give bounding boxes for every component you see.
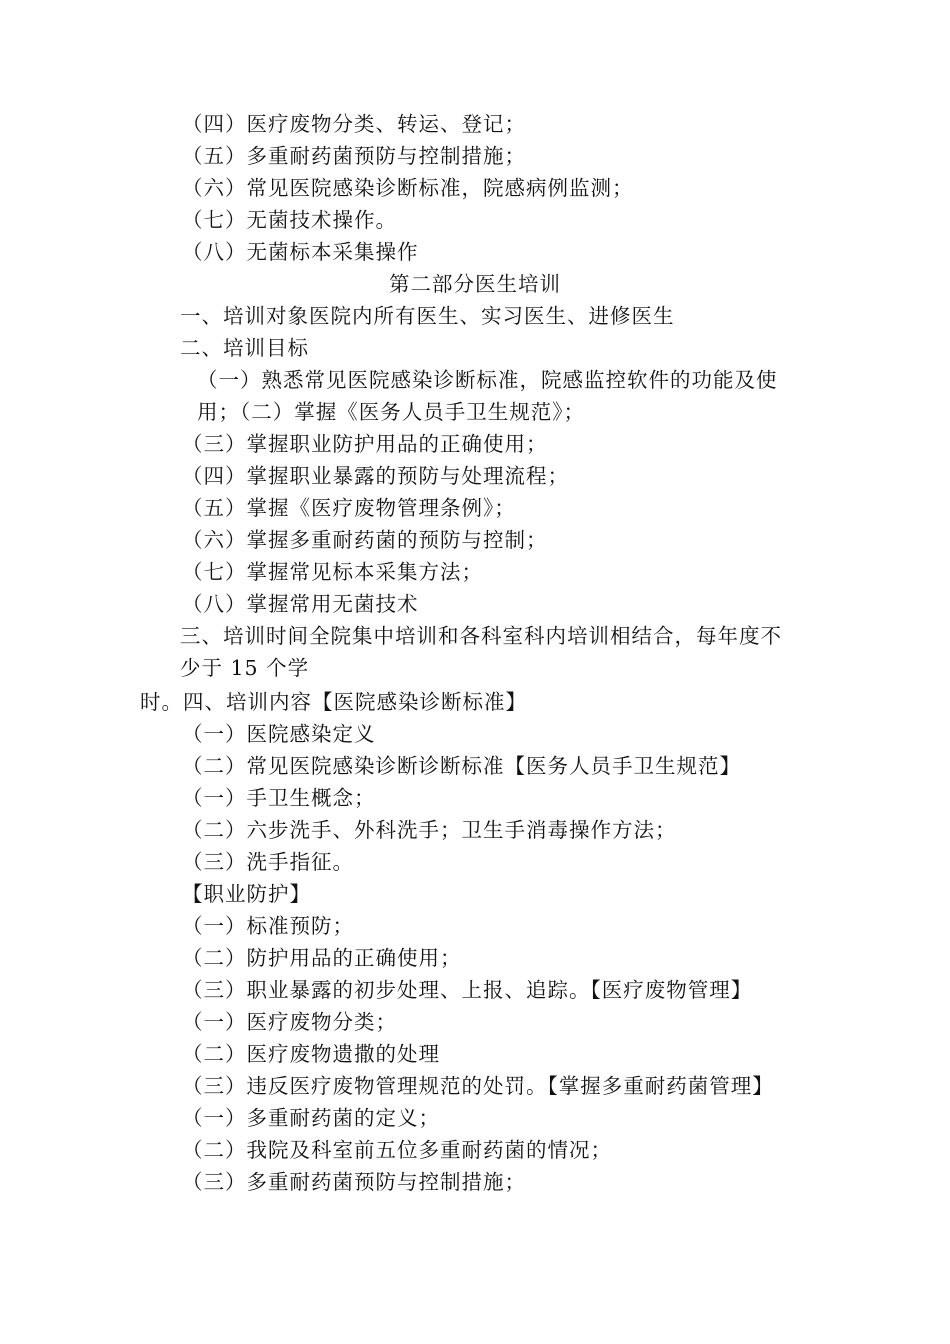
- text-line: （三）掌握职业防护用品的正确使用；: [182, 432, 548, 456]
- text-line: （二）常见医院感染诊断诊断标准【医务人员手卫生规范】: [182, 754, 741, 778]
- text-line: 三、培训时间全院集中培训和各科室科内培训相结合，每年度不: [180, 624, 782, 648]
- text-line: （七）无菌技术操作。: [182, 208, 397, 232]
- text-line: 时。四、培训内容【医院感染诊断标准】: [140, 690, 527, 714]
- text-line: （二）六步洗手、外科洗手；卫生手消毒操作方法；: [182, 818, 677, 842]
- text-line: （一）多重耐药菌的定义；: [182, 1106, 440, 1130]
- text-line: 【职业防护】: [182, 882, 311, 906]
- text-line: （三）多重耐药菌预防与控制措施；: [182, 1170, 526, 1194]
- text-line: （五）掌握《医疗废物管理条例》；: [182, 496, 516, 520]
- text-line: （一）熟悉常见医院感染诊断标准，院感监控软件的功能及使: [197, 368, 778, 392]
- text-line: （一）医疗废物分类；: [182, 1010, 397, 1034]
- text-line: 二、培训目标: [180, 336, 309, 360]
- text-line: （三）职业暴露的初步处理、上报、追踪。【医疗废物管理】: [182, 978, 753, 1002]
- text-line: （一）标准预防；: [182, 914, 354, 938]
- text-line: （六）掌握多重耐药菌的预防与控制；: [182, 528, 548, 552]
- text-line: 少于 15 个学: [180, 656, 310, 680]
- text-line: （一）医院感染定义: [182, 722, 376, 746]
- text-line: （五）多重耐药菌预防与控制措施；: [182, 144, 526, 168]
- text-line: （八）掌握常用无菌技术: [182, 592, 419, 616]
- text-line: （二）防护用品的正确使用；: [182, 946, 462, 970]
- text-line: （三）洗手指征。: [182, 850, 354, 874]
- text-line: （四）医疗废物分类、转运、登记；: [182, 112, 526, 136]
- section-heading: 第二部分医生培训: [389, 272, 561, 296]
- text-line: （七）掌握常见标本采集方法；: [182, 560, 483, 584]
- text-line: （二）医疗废物遗撒的处理: [182, 1042, 440, 1066]
- text-line: 一、培训对象医院内所有医生、实习医生、进修医生: [180, 304, 675, 328]
- text-line: （八）无菌标本采集操作: [182, 240, 419, 264]
- text-line: （一）手卫生概念；: [182, 786, 376, 810]
- text-line: （四）掌握职业暴露的预防与处理流程；: [182, 464, 569, 488]
- text-line: 用；（二）掌握《医务人员手卫生规范》；: [197, 400, 585, 424]
- text-line: （二）我院及科室前五位多重耐药菌的情况；: [182, 1138, 612, 1162]
- text-line: （六）常见医院感染诊断标准，院感病例监测；: [182, 176, 634, 200]
- text-line: （三）违反医疗废物管理规范的处罚。【掌握多重耐药菌管理】: [182, 1074, 774, 1098]
